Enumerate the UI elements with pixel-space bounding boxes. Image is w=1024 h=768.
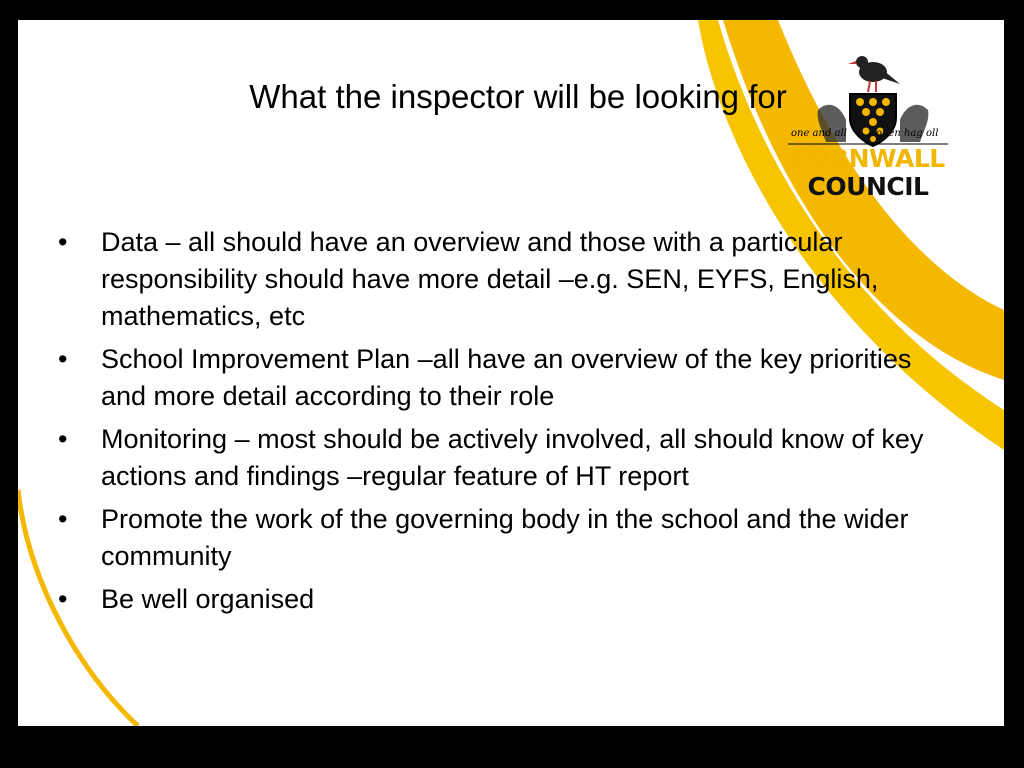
bullet-text: Monitoring – most should be actively involved, all should know of key actions and findings –regular feature of HT report — [101, 424, 924, 491]
list-item — [58, 421, 958, 495]
bullet-list — [58, 224, 958, 624]
bullet-text: Promote the work of the governing body in the school and the wider community — [101, 504, 909, 571]
logo-name-cornwall: CORNWALL — [791, 144, 945, 173]
motto-english: one and all — [791, 128, 847, 139]
bullet-icon: • — [58, 344, 68, 374]
motto-cornish: onen hag oll — [876, 128, 939, 139]
list-item — [58, 581, 958, 618]
bullet-icon: • — [58, 424, 68, 454]
list-item — [58, 224, 958, 335]
slide-title: What the inspector will be looking for — [249, 78, 787, 115]
list-item — [58, 501, 958, 575]
list-item — [58, 341, 958, 415]
bullet-icon: • — [58, 504, 68, 534]
bullet-text: Be well organised — [101, 584, 315, 614]
slide — [18, 20, 1004, 726]
chough-bird-icon — [848, 56, 900, 92]
bullet-icon: • — [58, 227, 68, 257]
bullet-icon: • — [58, 584, 68, 614]
logo-name-council: COUNCIL — [807, 172, 929, 201]
bullet-text: School Improvement Plan –all have an overview of the key priorities and more detail according to their role — [101, 344, 912, 411]
bullet-text: Data – all should have an overview and those with a particular responsibility should have more detail –e.g. SEN, EYFS, English, mathematics, etc — [101, 227, 879, 331]
